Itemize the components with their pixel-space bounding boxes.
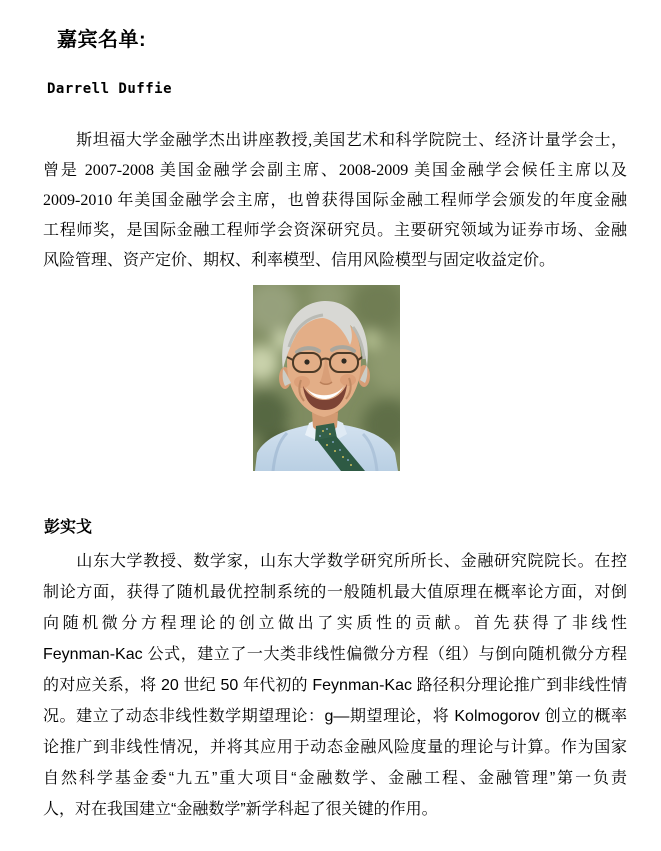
bio-text-line: 自然科学基金委“九五”重大项目“金融数学、金融工程、金融管理”第一负责 [43,770,627,787]
bio-text-line: 斯坦福大学金融学杰出讲座教授,美国艺术和科学院院士、经济计量学会士， [43,132,627,149]
bio-text-line: 2009-2010 年美国金融学会主席，也曾获得国际金融工程师学会颁发的年度金融 [43,192,627,209]
bio-text-line: 的对应关系，将 20 世纪 50 年代初的 Feynman-Kac 路径积分理论推广到非线性情 [43,677,627,694]
bio-text-line: 工程师奖，是国际金融工程师学会资深研究员。主要研究领域为证券市场、金融 [43,222,627,239]
darrell-duffie-portrait-photo [253,285,400,471]
bio-text-line: 论推广到非线性情况，并将其应用于动态金融风险度量的理论与计算。作为国家 [43,739,627,756]
bio-text-line: 制论方面，获得了随机最优控制系统的一般随机最大值原理在概率论方面，对倒 [43,584,627,601]
guest-bio-darrell-duffie [43,126,627,276]
bio-text-line: 山东大学教授、数学家，山东大学数学研究所所长、金融研究院院长。在控 [43,553,627,570]
bio-text-line: 向随机微分方程理论的创立做出了实质性的贡献。首先获得了非线性 [43,615,627,632]
bio-text-line: 人，对在我国建立“金融数学”新学科起了很关键的作用。 [43,801,438,818]
guest-name-peng-shige: 彭实戈 [44,519,93,536]
guest-name-darrell-duffie: Darrell Duffie [47,81,173,97]
bio-text-line: 风险管理、资产定价、期权、利率模型、信用风险模型与固定收益定价。 [43,252,556,269]
bio-text-line: Feynman-Kac 公式，建立了一大类非线性偏微分方程（组）与倒向随机微分方程 [43,646,627,663]
bio-text-line: 曾是 2007-2008 美国金融学会副主席、2008-2009 美国金融学会候任主席以及 [43,162,627,179]
page-title: 嘉宾名单: [57,29,147,51]
guest-bio-peng-shige [43,546,627,825]
portrait-photo-drawing [253,285,400,471]
bio-text-line: 况。建立了动态非线性数学期望理论：g—期望理论，将 Kolmogorov 创立的概率 [43,708,627,725]
